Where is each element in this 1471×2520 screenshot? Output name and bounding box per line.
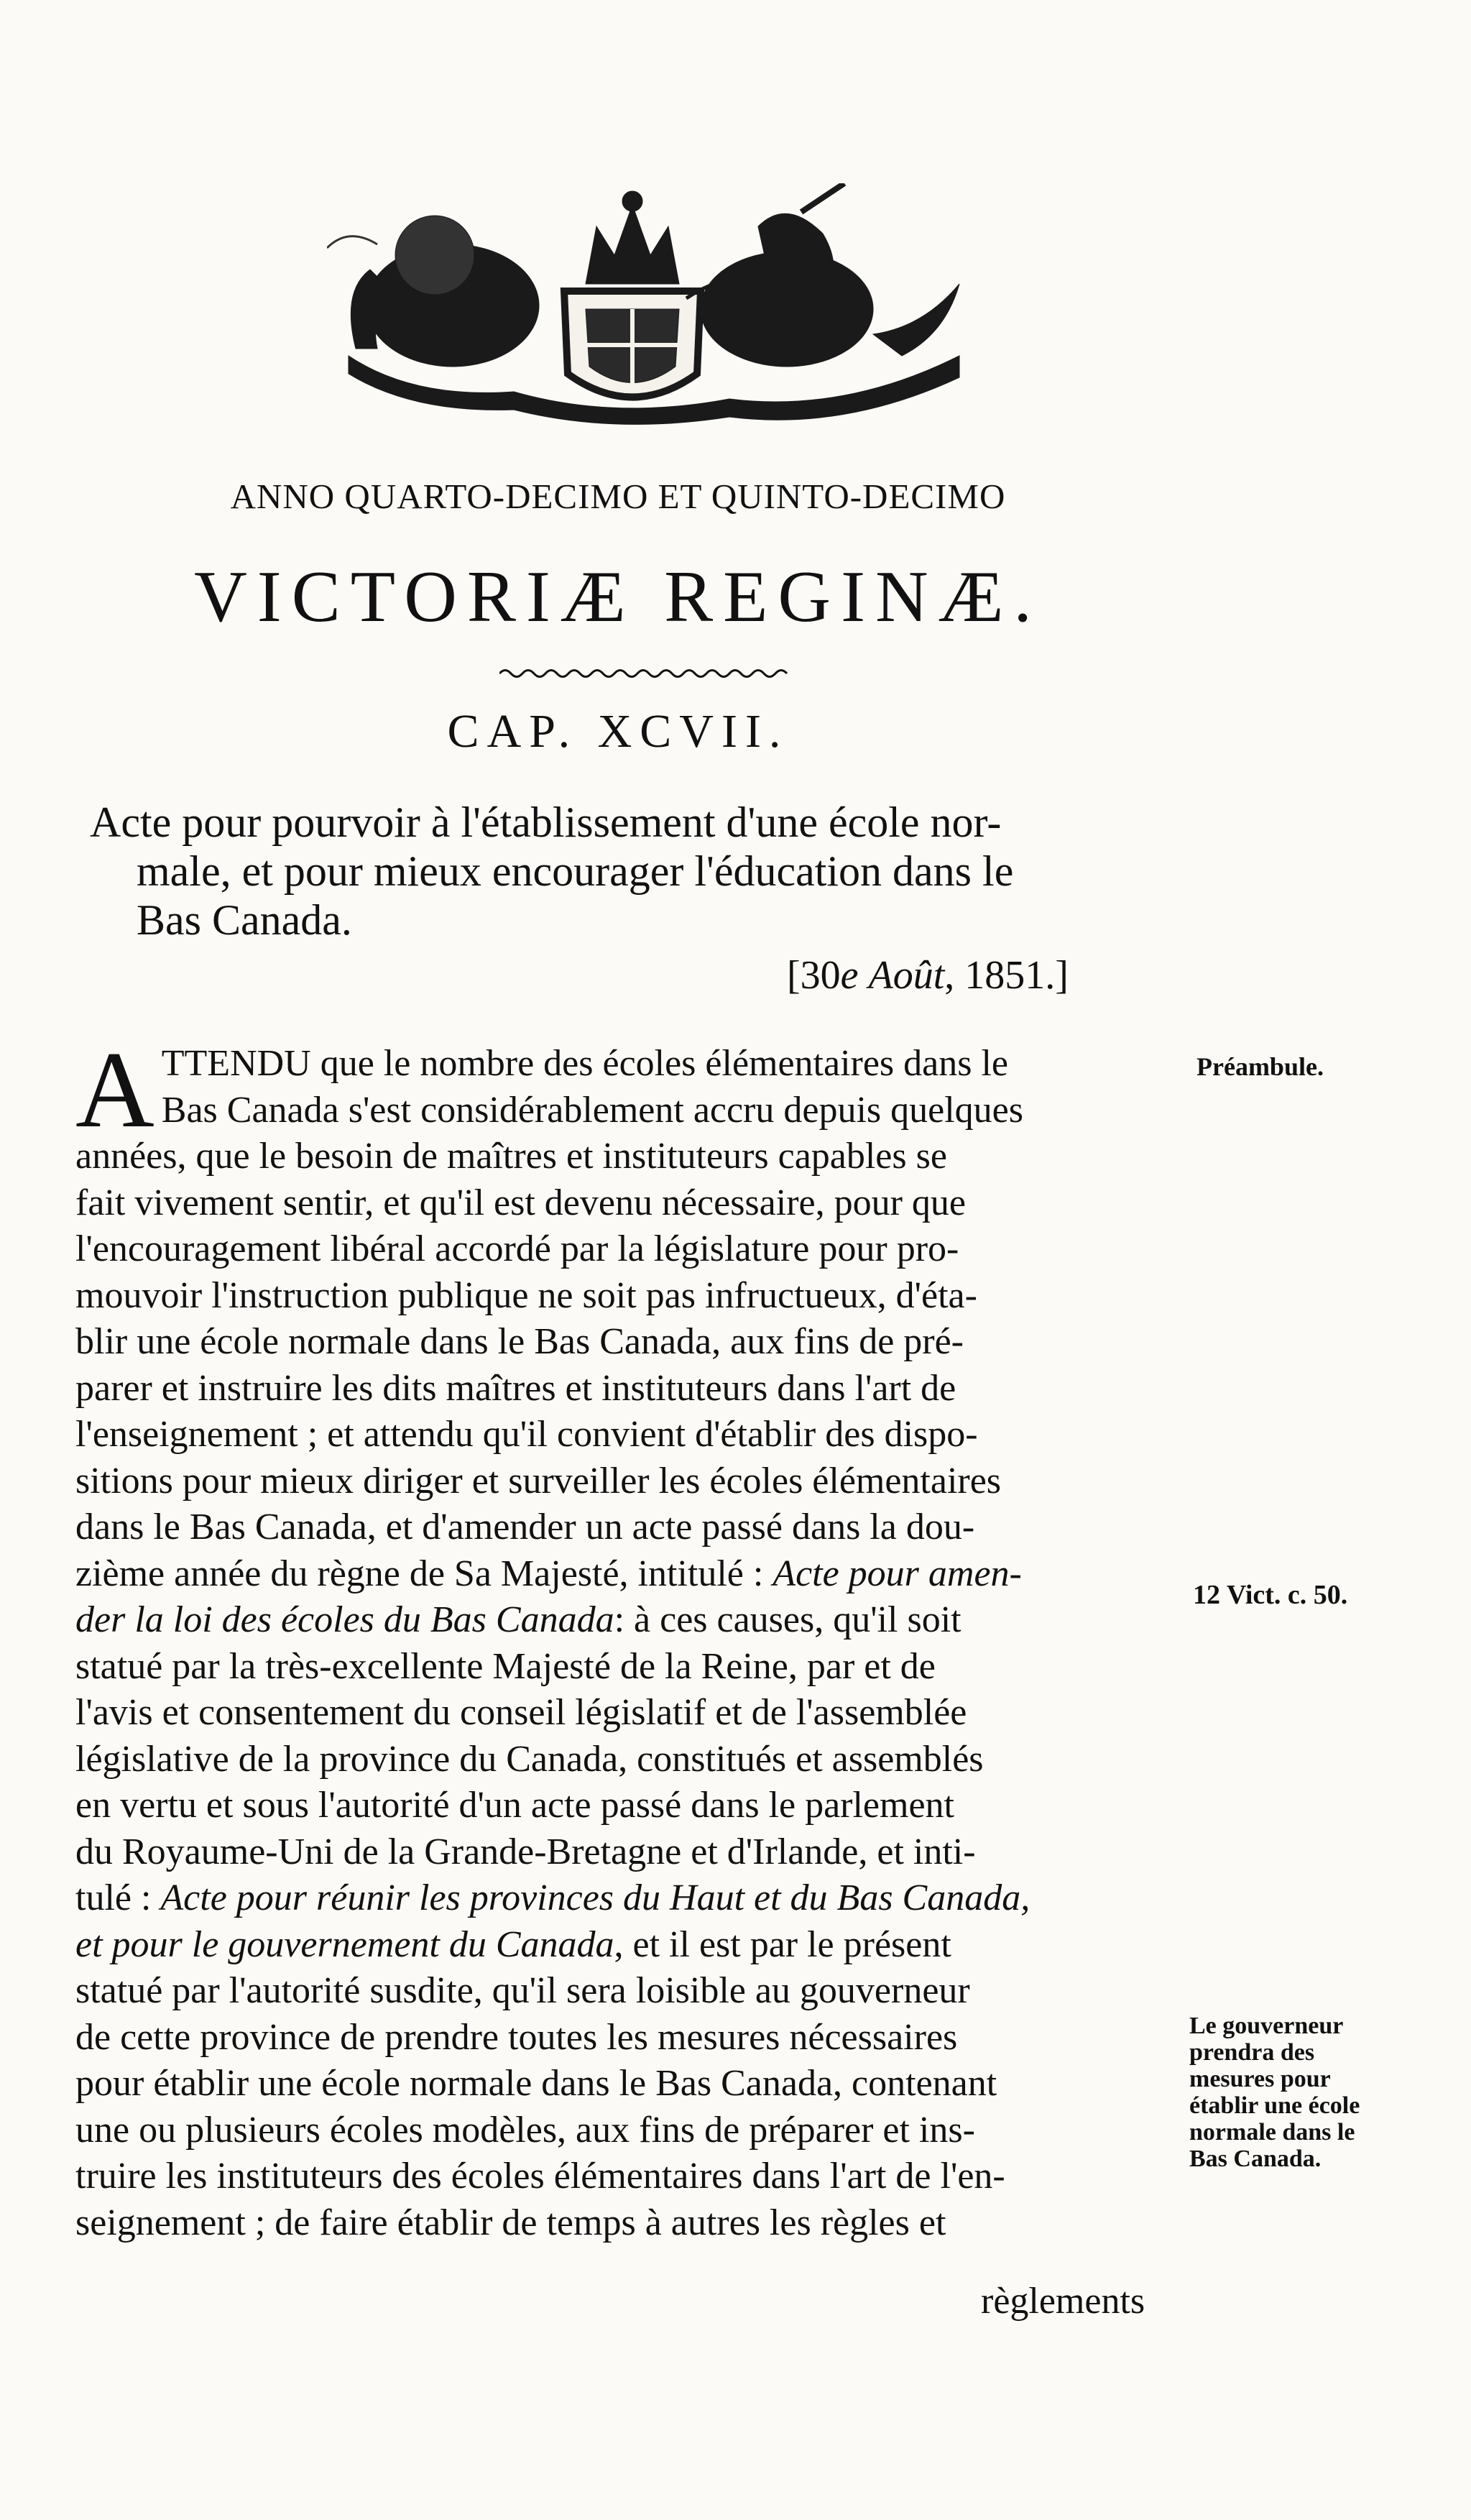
body-line: truire les instituteurs des écoles élémentaires dans l'art de l'en- [75,2156,1005,2197]
assent-date [787,952,1069,998]
body-line: parer et instruire les dits maîtres et instituteurs dans l'art de [75,1367,956,1409]
margin-note-statute-reference: 12 Vict. c. 50. [1193,1580,1348,1610]
body-line: blir une école normale dans le Bas Canada, aux fins de pré- [75,1321,964,1362]
margin-note-governor: Le gouverneur prendra des mesures pour établir une école normale dans le Bas Canada. [1189,2013,1360,2172]
body-line [75,1922,1186,1969]
body-line: Bas Canada s'est considérablement accru depuis quelques [161,1089,1023,1131]
date-day: [30 [787,953,841,998]
body-line: l'enseignement ; et attendu qu'il convient d'établir des dispo- [75,1414,978,1455]
body-line-text: tulé : [75,1877,161,1918]
body-line: statué par la très-excellente Majesté de la Reine, par et de [75,1645,936,1687]
cited-act-title: Acte pour réunir les provinces du Haut et du Bas Canada, [160,1877,1030,1918]
victoriae-reginae-heading: VICTORIÆ REGINÆ. [194,556,1042,638]
anno-heading: ANNO QUARTO-DECIMO ET QUINTO-DECIMO [230,477,1006,516]
body-line: du Royaume-Uni de la Grande-Bretagne et d'Irlande, et inti- [75,1831,976,1872]
body-text [75,1029,1186,2246]
cited-act-title: Acte pour amen- [773,1553,1022,1594]
body-line-text: : à ces causes, qu'il soit [614,1599,962,1640]
margin-note-preamble: Préambule. [1196,1052,1324,1081]
act-title [90,798,1196,944]
date-year: , 1851.] [944,953,1069,998]
body-line: mouvoir l'instruction publique ne soit pas infructueux, d'éta- [75,1274,977,1316]
body-line: dans le Bas Canada, et d'amender un acte passé dans la dou- [75,1507,975,1548]
act-title-line: Acte pour pourvoir à l'établissement d'une école nor- [90,799,1002,846]
body-line: années, que le besoin de maîtres et instituteurs capables se [75,1136,947,1177]
body-line: TTENDU que le nombre des écoles élémentaires dans le [161,1043,1009,1084]
body-line [75,1875,1186,1922]
cited-act-title: der la loi des écoles du Bas Canada [75,1599,614,1640]
wavy-rule-divider [499,667,794,680]
body-line: sitions pour mieux diriger et surveiller les écoles élémentaires [75,1460,1002,1502]
body-line: fait vivement sentir, et qu'il est devenu nécessaire, pour que [75,1182,966,1223]
body-line [75,1597,1186,1644]
body-line: de cette province de prendre toutes les mesures nécessaires [75,2016,958,2058]
body-line: législative de la province du Canada, constitués et assemblés [75,1738,984,1780]
drop-cap: A [75,1029,155,1150]
cited-act-title: et pour le gouvernement du Canada [75,1923,614,1965]
date-suffix: e [840,953,859,998]
body-line: l'avis et consentement du conseil législatif et de l'assemblée [75,1692,967,1733]
catchword: règlements [981,2281,1145,2322]
body-line: l'encouragement libéral accordé par la législature pour pro- [75,1228,959,1269]
date-month: Août [868,953,945,998]
body-line: pour établir une école normale dans le Bas Canada, contenant [75,2063,997,2104]
act-title-line: male, et pour mieux encourager l'éducation dans le [137,847,1014,895]
body-line: en vertu et sous l'autorité d'un acte passé dans le parlement [75,1785,954,1826]
royal-coat-of-arms-icon [327,183,984,438]
chapter-heading: CAP. XCVII. [447,705,789,758]
body-line: une ou plusieurs écoles modèles, aux fins de préparer et ins- [75,2109,975,2151]
body-line-text: , et il est par le présent [614,1923,951,1965]
body-line: seignement ; de faire établir de temps à autres les règles et [75,2202,946,2243]
body-line [75,1551,1186,1598]
body-line: statué par l'autorité susdite, qu'il sera loisible au gouverneur [75,1970,970,2011]
body-line-text: zième année du règne de Sa Majesté, intitulé : [75,1553,773,1594]
act-title-line: Bas Canada. [137,896,352,944]
